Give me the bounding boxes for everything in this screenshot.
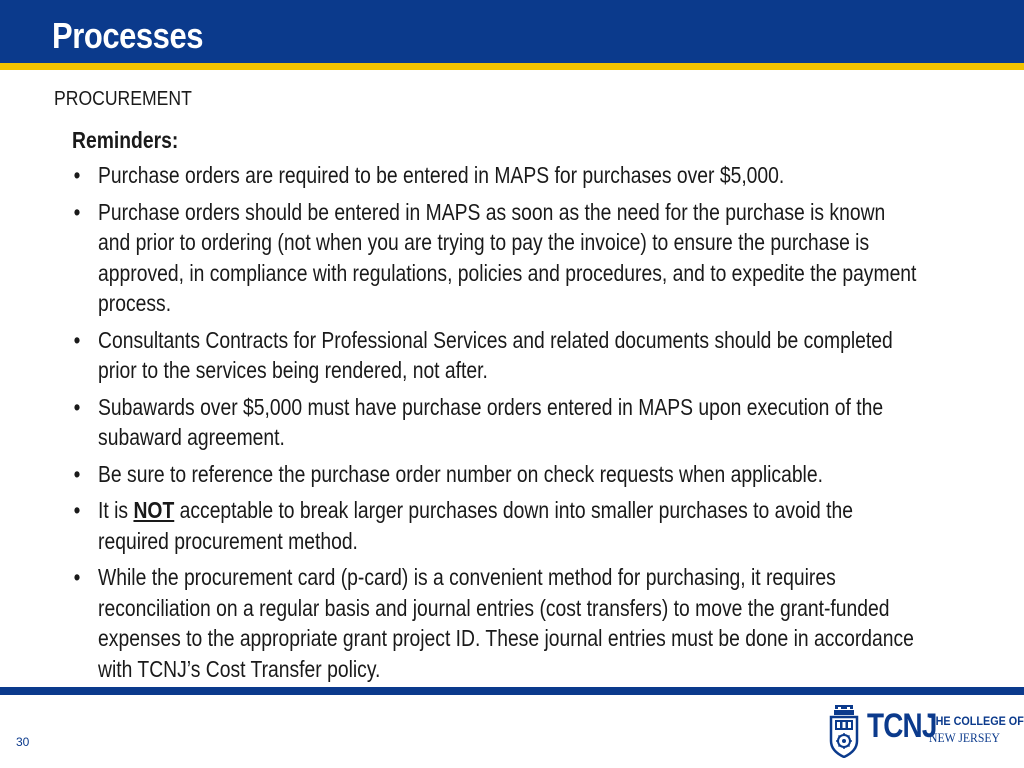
tcnj-logo [825,703,1024,761]
section-subtitle: PROCUREMENT [54,88,192,110]
list-item-text-suffix: acceptable to break larger purchases down into smaller purchases to avoid the required procurement method. [98,497,853,554]
page-number: 30 [16,735,30,749]
header-band [0,0,1024,63]
list-item-text: Purchase orders are required to be entered in MAPS for purchases over $5,000. [98,162,785,188]
list-item-text-prefix: It is [98,497,134,523]
bullet-icon: • [73,497,81,523]
bullet-icon: • [73,460,81,487]
list-item-text [98,497,853,554]
college-seal-icon [825,703,863,758]
list-item-text: Subawards over $5,000 must have purchase orders entered in MAPS upon execution of the subaward agreement. [98,393,884,450]
list-item-text: While the procurement card (p-card) is a convenient method for purchasing, it requires reconciliation on a regular basis and journal entries (cost transfers) to move the grant-funded expenses to the appropriate grant project ID. These journal entries must be done in accordance with TCNJ’s Cost Transfer policy. [98,564,914,682]
list-item [72,495,920,556]
bullet-icon: • [73,326,81,353]
list-item-text: Purchase orders should be entered in MAPS as soon as the need for the purchase is known and prior to ordering (not when you are trying to pay the invoice) to ensure the purchase is approved, in compliance with regulations, policies and procedures, and to expedite the payment process. [98,198,917,316]
list-item-text: Be sure to reference the purchase order number on check requests when applicable. [98,460,823,487]
reminders-heading: Reminders: [72,127,179,153]
logo-college-line-2: NEW JERSEY [929,730,1000,745]
list-item [72,197,920,319]
tcnj-wordmark: TCNJ [867,707,937,745]
bullet-icon: • [73,198,81,225]
bullet-icon: • [73,564,81,590]
slide-content [72,125,920,690]
logo-college-line-1: THE COLLEGE OF [929,714,1024,728]
header-gold-rule [0,63,1024,70]
emphasis-not: NOT [133,497,175,523]
list-item [72,160,920,191]
list-item [72,325,920,386]
list-item-text: Consultants Contracts for Professional Services and related documents should be completed prior to the services being rendered, not after. [98,326,893,383]
list-item [72,562,920,684]
page-title: Processes [52,15,204,56]
bullet-icon: • [73,393,81,420]
bullet-icon: • [73,162,81,188]
list-item [72,392,920,453]
list-item [72,459,920,490]
footer-band [0,687,1024,695]
reminders-list [72,160,920,684]
